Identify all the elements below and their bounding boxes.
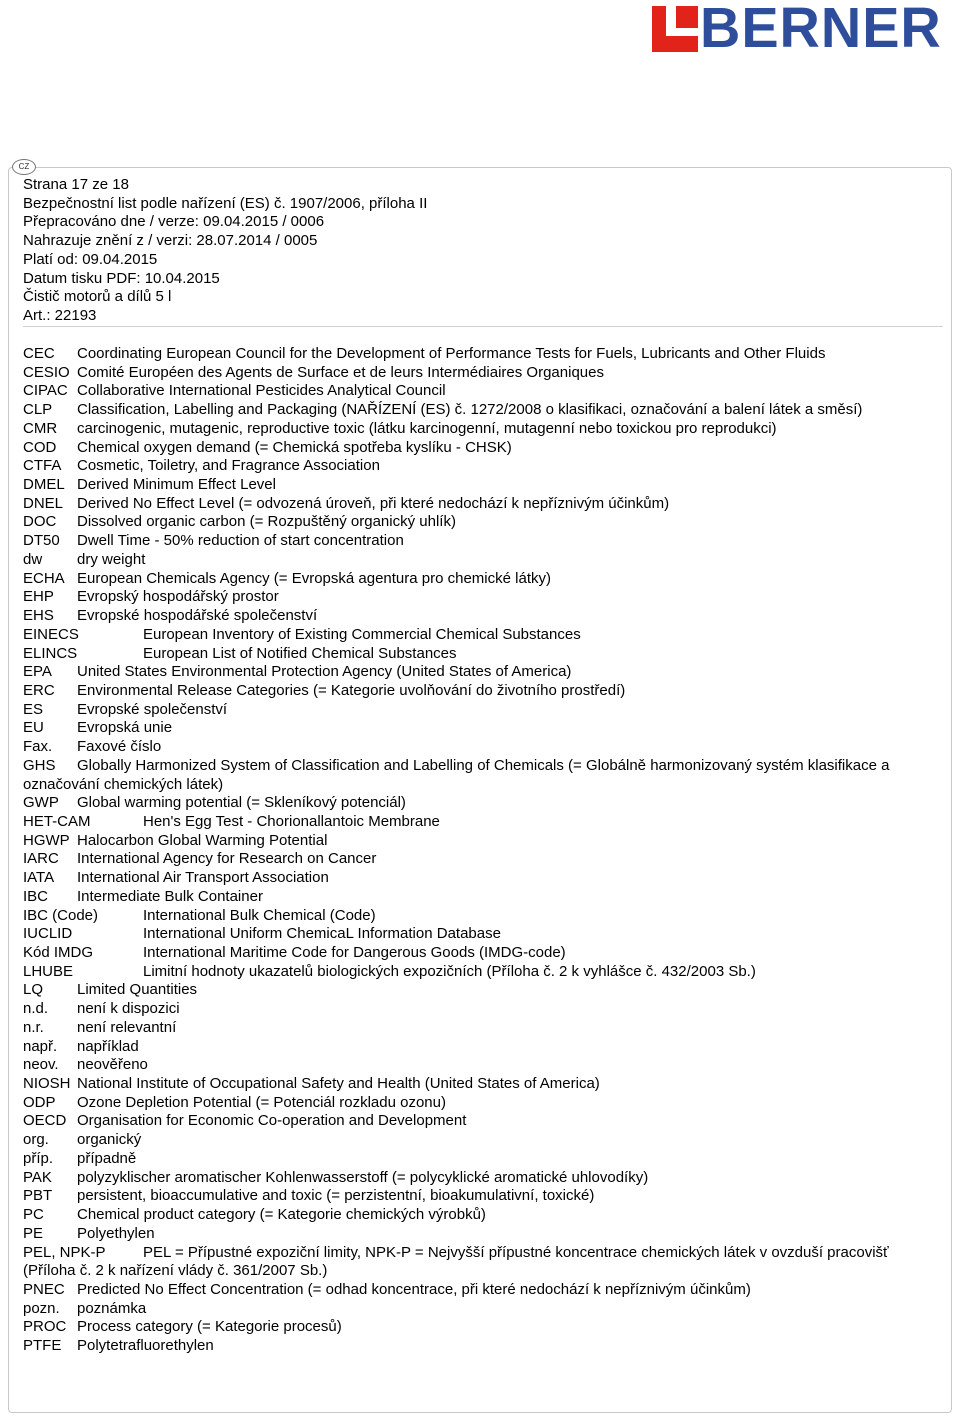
abbreviation-term: OECD xyxy=(23,1112,67,1130)
abbreviation-row xyxy=(23,869,918,888)
abbreviation-definition: Organisation for Economic Co-operation and Development xyxy=(77,1112,467,1130)
abbreviation-term: EINECS xyxy=(23,625,79,643)
abbreviation-term: EHS xyxy=(23,607,54,625)
abbreviation-term: COD xyxy=(23,438,57,456)
abbreviation-term: např. xyxy=(23,1037,58,1055)
abbreviation-term: PROC xyxy=(23,1318,67,1336)
abbreviation-term: EU xyxy=(23,719,44,737)
abbreviation-row xyxy=(23,1000,918,1019)
document-header xyxy=(23,176,943,326)
abbreviation-definition: European Inventory of Existing Commercial Chemical Substances xyxy=(143,625,581,643)
abbreviation-term: DMEL xyxy=(23,476,65,494)
abbreviation-term: pozn. xyxy=(23,1299,60,1317)
abbreviation-row xyxy=(23,457,918,476)
abbreviation-term: n.d. xyxy=(23,1000,49,1018)
abbreviation-row xyxy=(23,401,918,420)
abbreviation-row xyxy=(23,1187,918,1206)
abbreviation-definition: Dissolved organic carbon (= Rozpuštěný organický uhlík) xyxy=(77,513,456,531)
replaces-version: Nahrazuje znění z / verzi: 28.07.2014 / 0005 xyxy=(23,232,318,250)
abbreviation-row xyxy=(23,1337,918,1356)
abbreviation-definition: Derived No Effect Level (= odvozená úroveň, při které nedochází k nepříznivým účinkům) xyxy=(77,494,670,512)
abbreviation-list xyxy=(23,345,918,1356)
abbreviation-term: CESIO xyxy=(23,363,70,381)
abbreviation-row xyxy=(23,663,918,682)
abbreviation-definition: Process category (= Kategorie procesů) xyxy=(77,1318,342,1336)
abbreviation-row xyxy=(23,1112,918,1131)
abbreviation-row xyxy=(23,1094,918,1113)
abbreviation-term: CTFA xyxy=(23,457,62,475)
page-number: Strana 17 ze 18 xyxy=(23,176,129,193)
abbreviation-row xyxy=(23,1225,918,1244)
abbreviation-row xyxy=(23,513,918,532)
abbreviation-row xyxy=(23,1169,918,1188)
abbreviation-row xyxy=(23,645,918,664)
abbreviation-row xyxy=(23,495,918,514)
abbreviation-row xyxy=(23,588,918,607)
abbreviation-row xyxy=(23,1300,918,1319)
abbreviation-definition: European List of Notified Chemical Substances xyxy=(143,644,457,662)
header-divider xyxy=(23,326,943,327)
abbreviation-row xyxy=(23,850,918,869)
abbreviation-term: ODP xyxy=(23,1093,56,1111)
abbreviation-row xyxy=(23,1281,918,1300)
abbreviation-row xyxy=(23,1038,918,1057)
abbreviation-definition: Limited Quantities xyxy=(77,981,198,999)
abbreviation-definition: International Air Transport Association xyxy=(77,869,329,887)
abbreviation-row xyxy=(23,1206,918,1225)
abbreviation-term: LHUBE xyxy=(23,962,74,980)
abbreviation-definition: United States Environmental Protection Agency (United States of America) xyxy=(77,663,572,681)
abbreviation-definition: Comité Européen des Agents de Surface et de leurs Intermédiaires Organiques xyxy=(77,363,604,381)
abbreviation-definition: Derived Minimum Effect Level xyxy=(77,476,276,494)
abbreviation-term: neov. xyxy=(23,1056,59,1074)
berner-logo-mark-icon xyxy=(652,6,698,52)
abbreviation-definition: Evropský hospodářský prostor xyxy=(77,588,279,606)
berner-logo-text: BERNER xyxy=(700,0,942,60)
abbreviation-row xyxy=(23,794,918,813)
abbreviation-term: PNEC xyxy=(23,1280,65,1298)
abbreviation-definition: poznámka xyxy=(77,1299,147,1317)
abbreviation-term: příp. xyxy=(23,1149,54,1167)
abbreviation-term: IUCLID xyxy=(23,925,73,943)
country-badge: CZ xyxy=(12,159,36,175)
print-date: Datum tisku PDF: 10.04.2015 xyxy=(23,269,220,287)
abbreviation-row xyxy=(23,907,918,926)
abbreviation-term: CEC xyxy=(23,345,55,362)
abbreviation-term: EHP xyxy=(23,588,54,606)
abbreviation-row xyxy=(23,757,918,794)
abbreviation-row xyxy=(23,1056,918,1075)
abbreviation-definition: International Uniform ChemicaL Information Database xyxy=(143,925,501,943)
abbreviation-term: PBT xyxy=(23,1187,53,1205)
abbreviation-row xyxy=(23,1150,918,1169)
abbreviation-definition: carcinogenic, mutagenic, reproductive toxic (látku karcinogenní, mutagenní nebo toxickou pro reprodukci) xyxy=(77,419,777,437)
abbreviation-term: CMR xyxy=(23,419,58,437)
abbreviation-definition: dry weight xyxy=(77,550,146,568)
valid-from: Platí od: 09.04.2015 xyxy=(23,250,158,268)
abbreviation-definition: Cosmetic, Toiletry, and Fragrance Association xyxy=(77,457,380,475)
abbreviation-term: NIOSH xyxy=(23,1075,71,1093)
abbreviation-row xyxy=(23,607,918,626)
abbreviation-term: CIPAC xyxy=(23,382,68,400)
abbreviation-term: CLP xyxy=(23,401,53,419)
abbreviation-row xyxy=(23,476,918,495)
abbreviation-term: n.r. xyxy=(23,1018,44,1036)
abbreviation-term: PE xyxy=(23,1224,44,1242)
abbreviation-row xyxy=(23,963,918,982)
abbreviation-definition: organický xyxy=(77,1131,142,1149)
abbreviation-definition: není k dispozici xyxy=(77,1000,180,1018)
product-name: Čistič motorů a dílů 5 l xyxy=(23,288,172,306)
abbreviation-term: dw xyxy=(23,550,43,568)
abbreviation-term: IBC xyxy=(23,887,49,905)
abbreviation-definition: International Bulk Chemical (Code) xyxy=(143,906,376,924)
abbreviation-term: PAK xyxy=(23,1168,52,1186)
abbreviation-term: GWP xyxy=(23,794,59,812)
abbreviation-definition: Chemical oxygen demand (= Chemická spotřeba kyslíku - CHSK) xyxy=(77,438,512,456)
abbreviation-term: IATA xyxy=(23,869,55,887)
abbreviation-definition: Hen's Egg Test - Chorionallantoic Membrane xyxy=(143,812,440,830)
abbreviation-row xyxy=(23,439,918,458)
abbreviation-row xyxy=(23,1131,918,1150)
abbreviation-definition: European Chemicals Agency (= Evropská agentura pro chemické látky) xyxy=(77,569,551,587)
abbreviation-definition: Evropské společenství xyxy=(77,700,228,718)
abbreviation-definition: není relevantní xyxy=(77,1018,177,1036)
abbreviation-row xyxy=(23,626,918,645)
abbreviation-term: PTFE xyxy=(23,1337,62,1355)
abbreviation-term: EPA xyxy=(23,663,52,681)
abbreviation-row xyxy=(23,551,918,570)
abbreviation-definition: International Maritime Code for Dangerous Goods (IMDG-code) xyxy=(143,944,566,961)
abbreviation-term: Fax. xyxy=(23,738,53,756)
abbreviation-term: ERC xyxy=(23,681,55,699)
abbreviation-term: DT50 xyxy=(23,532,60,550)
abbreviation-row xyxy=(23,682,918,701)
abbreviation-term: GHS xyxy=(23,756,56,774)
abbreviation-row xyxy=(23,888,918,907)
regulation-reference: Bezpečnostní list podle nařízení (ES) č. 1907/2006, příloha II xyxy=(23,194,428,212)
abbreviation-row xyxy=(23,1019,918,1038)
abbreviation-row xyxy=(23,1318,918,1337)
abbreviation-row xyxy=(23,532,918,551)
abbreviation-definition: Polyethylen xyxy=(77,1224,155,1242)
abbreviation-definition: neověřeno xyxy=(77,1056,148,1074)
abbreviation-definition: Ozone Depletion Potential (= Potenciál rozkladu ozonu) xyxy=(77,1093,446,1111)
abbreviation-row xyxy=(23,719,918,738)
abbreviation-definition: polyzyklischer aromatischer Kohlenwasserstoff (= polycyklické aromatické uhlovodíky) xyxy=(77,1168,649,1186)
abbreviation-row xyxy=(23,944,918,963)
abbreviation-term: HGWP xyxy=(23,831,70,849)
abbreviation-row xyxy=(23,981,918,1000)
abbreviation-definition: Classification, Labelling and Packaging (NAŘÍZENÍ (ES) č. 1272/2008 o klasifikaci, označování a balení látek a směsí) xyxy=(77,401,863,419)
abbreviation-definition: Environmental Release Categories (= Kategorie uvolňování do životního prostředí) xyxy=(77,681,626,699)
abbreviation-definition: Predicted No Effect Concentration (= odhad koncentrace, při které nedochází k nepříznivým účinkům) xyxy=(77,1280,751,1298)
abbreviation-row xyxy=(23,420,918,439)
abbreviation-term: DOC xyxy=(23,513,57,531)
abbreviation-row xyxy=(23,738,918,757)
abbreviation-definition: Evropské hospodářské společenství xyxy=(77,607,318,625)
abbreviation-row xyxy=(23,701,918,720)
abbreviation-term: LQ xyxy=(23,981,44,999)
abbreviation-definition: Dwell Time - 50% reduction of start concentration xyxy=(77,532,404,550)
abbreviation-row xyxy=(23,364,918,383)
abbreviation-definition: Faxové číslo xyxy=(77,738,162,756)
abbreviation-definition: Halocarbon Global Warming Potential xyxy=(77,831,328,849)
revision-date: Přepracováno dne / verze: 09.04.2015 / 0006 xyxy=(23,213,325,231)
article-number: Art.: 22193 xyxy=(23,306,97,324)
abbreviation-row xyxy=(23,832,918,851)
abbreviation-row xyxy=(23,570,918,589)
abbreviation-definition: Coordinating European Council for the Development of Performance Tests for Fuels, Lubricants and Other Fluids xyxy=(77,345,826,362)
abbreviation-row xyxy=(23,345,918,364)
abbreviation-term: ECHA xyxy=(23,569,65,587)
abbreviation-definition: Polytetrafluorethylen xyxy=(77,1337,214,1355)
abbreviation-definition: Global warming potential (= Skleníkový potenciál) xyxy=(77,794,406,812)
abbreviation-definition: International Agency for Research on Cancer xyxy=(77,850,377,868)
abbreviation-term: PC xyxy=(23,1206,44,1224)
abbreviation-term: IBC (Code) xyxy=(23,906,99,924)
abbreviation-row xyxy=(23,1244,918,1281)
abbreviation-definition: National Institute of Occupational Safety and Health (United States of America) xyxy=(77,1075,600,1093)
abbreviation-definition: Chemical product category (= Kategorie chemických výrobků) xyxy=(77,1206,486,1224)
berner-logo xyxy=(652,0,954,60)
abbreviation-definition: případně xyxy=(77,1149,137,1167)
abbreviation-definition: například xyxy=(77,1037,139,1055)
abbreviation-term: IARC xyxy=(23,850,59,868)
abbreviation-definition: Intermediate Bulk Container xyxy=(77,887,263,905)
abbreviation-row xyxy=(23,813,918,832)
abbreviation-row xyxy=(23,1075,918,1094)
abbreviation-term: Kód IMDG xyxy=(23,944,94,961)
abbreviation-definition: Collaborative International Pesticides Analytical Council xyxy=(77,382,446,400)
abbreviation-row xyxy=(23,382,918,401)
abbreviation-term: ELINCS xyxy=(23,644,78,662)
abbreviation-term: DNEL xyxy=(23,494,64,512)
abbreviation-definition: Globally Harmonized System of Classification and Labelling of Chemicals (= Globálně harmonizovaný systém klasifikace a označování chemických látek) xyxy=(23,756,890,793)
abbreviation-term: org. xyxy=(23,1131,49,1149)
abbreviation-definition: persistent, bioaccumulative and toxic (= perzistentní, bioakumulativní, toxické) xyxy=(77,1187,595,1205)
abbreviation-definition: Limitní hodnoty ukazatelů biologických expozičních (Příloha č. 2 k vyhlášce č. 432/2003 Sb.) xyxy=(143,962,756,980)
abbreviation-definition: Evropská unie xyxy=(77,719,173,737)
abbreviation-term: PEL, NPK-P xyxy=(23,1243,106,1261)
abbreviation-term: ES xyxy=(23,700,44,718)
abbreviation-definition: PEL = Přípustné expoziční limity, NPK-P = Nejvyšší přípustné koncentrace chemických látek v ovzduší pracovišť (Příloha č. 2 k nařízení vlády č. 361/2007 Sb.) xyxy=(23,1243,889,1280)
abbreviation-row xyxy=(23,925,918,944)
abbreviation-term: HET-CAM xyxy=(23,812,91,830)
